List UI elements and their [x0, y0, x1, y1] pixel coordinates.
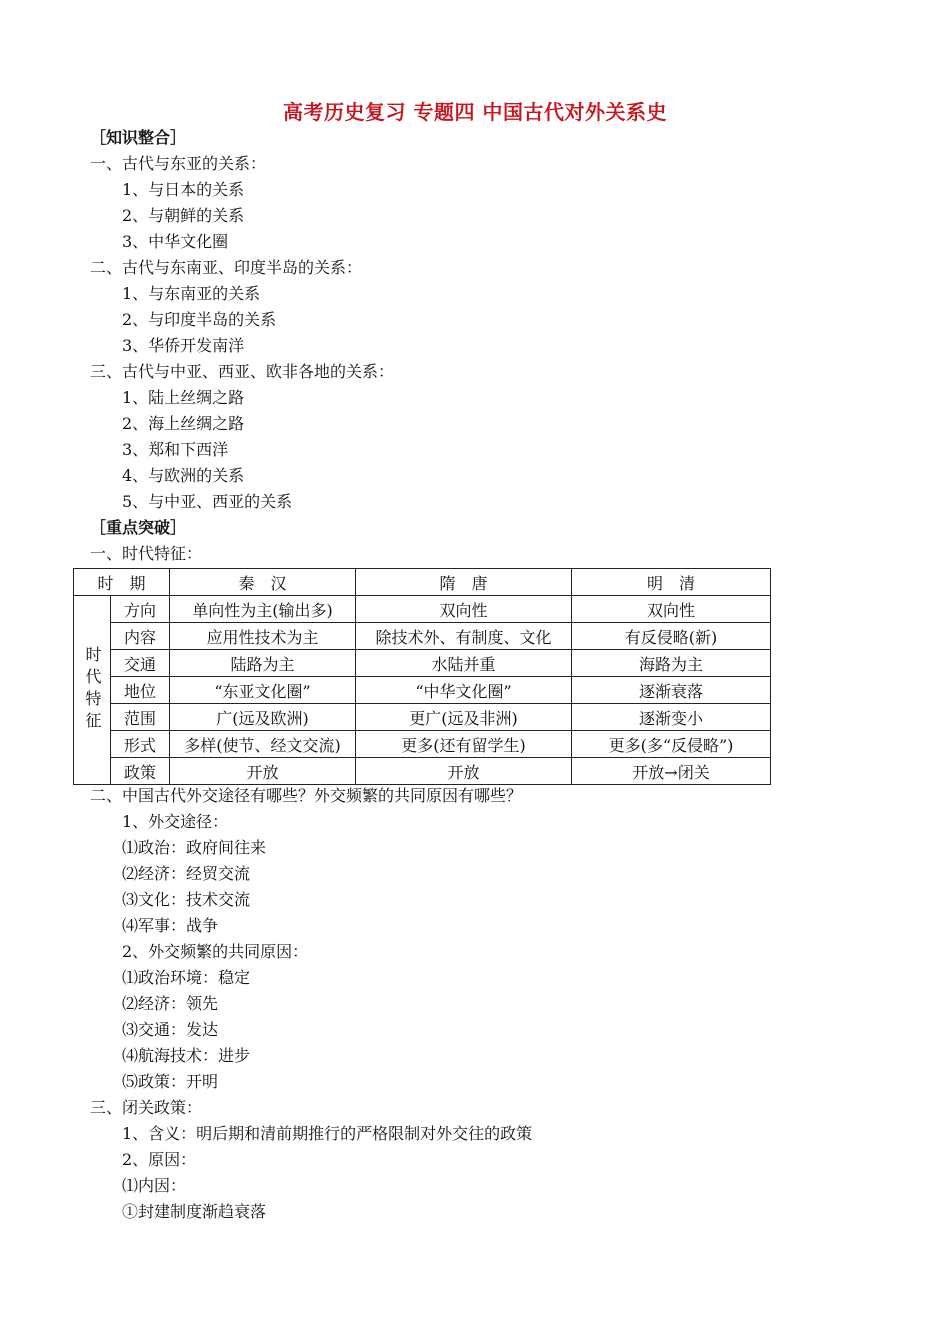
table-cell: 海路为主 [572, 650, 771, 677]
table-row [74, 704, 771, 731]
table-cell: 应用性技术为主 [170, 623, 356, 650]
list-item: 5、与中亚、西亚的关系 [122, 492, 293, 511]
list-item: ⑷军事：战争 [122, 916, 219, 935]
list-item: 三、闭关政策： [90, 1098, 203, 1117]
table-cell: 双向性 [356, 596, 572, 623]
table-cell: 水陆并重 [356, 650, 572, 677]
table-header-cell: 秦 汉 [170, 569, 356, 596]
list-item: 1、与日本的关系 [122, 180, 245, 199]
table-cell: 有反侵略(新) [572, 623, 771, 650]
list-item: 2、与印度半岛的关系 [122, 310, 277, 329]
list-item: 1、含义：明后期和清前期推行的严格限制对外交往的政策 [122, 1124, 533, 1143]
list-item: ①封建制度渐趋衰落 [122, 1202, 267, 1221]
table-cell: 地位 [111, 677, 170, 704]
table-cell: 开放 [170, 758, 356, 785]
table-cell: 广(远及欧洲) [170, 704, 356, 731]
table-header-cell: 明 清 [572, 569, 771, 596]
list-item: 3、华侨开发南洋 [122, 336, 245, 355]
list-item: ⑶交通：发达 [122, 1020, 219, 1039]
table-row [74, 623, 771, 650]
list-item: 2、与朝鲜的关系 [122, 206, 245, 225]
table-row [74, 596, 771, 623]
table-row [74, 758, 771, 785]
table-cell: 更多(多“反侵略”) [572, 731, 771, 758]
table-cell: 逐渐变小 [572, 704, 771, 731]
list-item: ⑶文化：技术交流 [122, 890, 251, 909]
table-cell: 更广(远及非洲) [356, 704, 572, 731]
era-features-table [73, 568, 771, 785]
list-item: ⑵经济：经贸交流 [122, 864, 251, 883]
list-item: 2、外交频繁的共同原因： [122, 942, 309, 961]
table-cell: 除技术外、有制度、文化 [356, 623, 572, 650]
list-item: ⑸政策：开明 [122, 1072, 219, 1091]
table-cell: 内容 [111, 623, 170, 650]
list-item: ⑴政治环境：稳定 [122, 968, 251, 987]
list-item: 4、与欧洲的关系 [122, 466, 245, 485]
table-cell: 政策 [111, 758, 170, 785]
table-cell: 形式 [111, 731, 170, 758]
table-header-row [74, 569, 771, 596]
list-item: ⑴政治：政府间往来 [122, 838, 267, 857]
table-row [74, 650, 771, 677]
table-cell: 开放 [356, 758, 572, 785]
list-item: 1、陆上丝绸之路 [122, 388, 245, 407]
list-item: 2、原因： [122, 1150, 197, 1169]
list-item: 1、与东南亚的关系 [122, 284, 261, 303]
list-item: 1、外交途径： [122, 812, 229, 831]
table-header-cell: 时 期 [74, 569, 170, 596]
section-heading-key-points: ［重点突破］ [90, 518, 187, 537]
table-cell: 多样(使节、经文交流) [170, 731, 356, 758]
table-cell: 双向性 [572, 596, 771, 623]
table-side-label: 时代特征 [74, 596, 111, 785]
table-cell: 更多(还有留学生) [356, 731, 572, 758]
table-cell: 交通 [111, 650, 170, 677]
list-item: 3、郑和下西洋 [122, 440, 229, 459]
table-cell: “东亚文化圈” [170, 677, 356, 704]
table-row [74, 731, 771, 758]
table-cell: 范围 [111, 704, 170, 731]
table-cell: 方向 [111, 596, 170, 623]
list-item: 2、海上丝绸之路 [122, 414, 245, 433]
table-cell: 单向性为主(输出多) [170, 596, 356, 623]
list-item: 三、古代与中亚、西亚、欧非各地的关系： [90, 362, 395, 381]
table-cell: 开放→闭关 [572, 758, 771, 785]
list-item: 二、古代与东南亚、印度半岛的关系： [90, 258, 363, 277]
page-title: 高考历史复习 专题四 中国古代对外关系史 [283, 100, 667, 124]
table-cell: 逐渐衰落 [572, 677, 771, 704]
section-heading-knowledge: ［知识整合］ [90, 128, 187, 147]
list-item: 一、时代特征： [90, 544, 203, 563]
list-item: ⑵经济：领先 [122, 994, 219, 1013]
table-row [74, 677, 771, 704]
list-item: ⑷航海技术：进步 [122, 1046, 251, 1065]
list-item: 3、中华文化圈 [122, 232, 229, 251]
list-item: ⑴内因： [122, 1176, 187, 1195]
table-header-cell: 隋 唐 [356, 569, 572, 596]
list-item: 一、古代与东亚的关系： [90, 154, 267, 173]
table-cell: “中华文化圈” [356, 677, 572, 704]
table-cell: 陆路为主 [170, 650, 356, 677]
list-item: 二、中国古代外交途径有哪些？外交频繁的共同原因有哪些？ [90, 786, 523, 805]
